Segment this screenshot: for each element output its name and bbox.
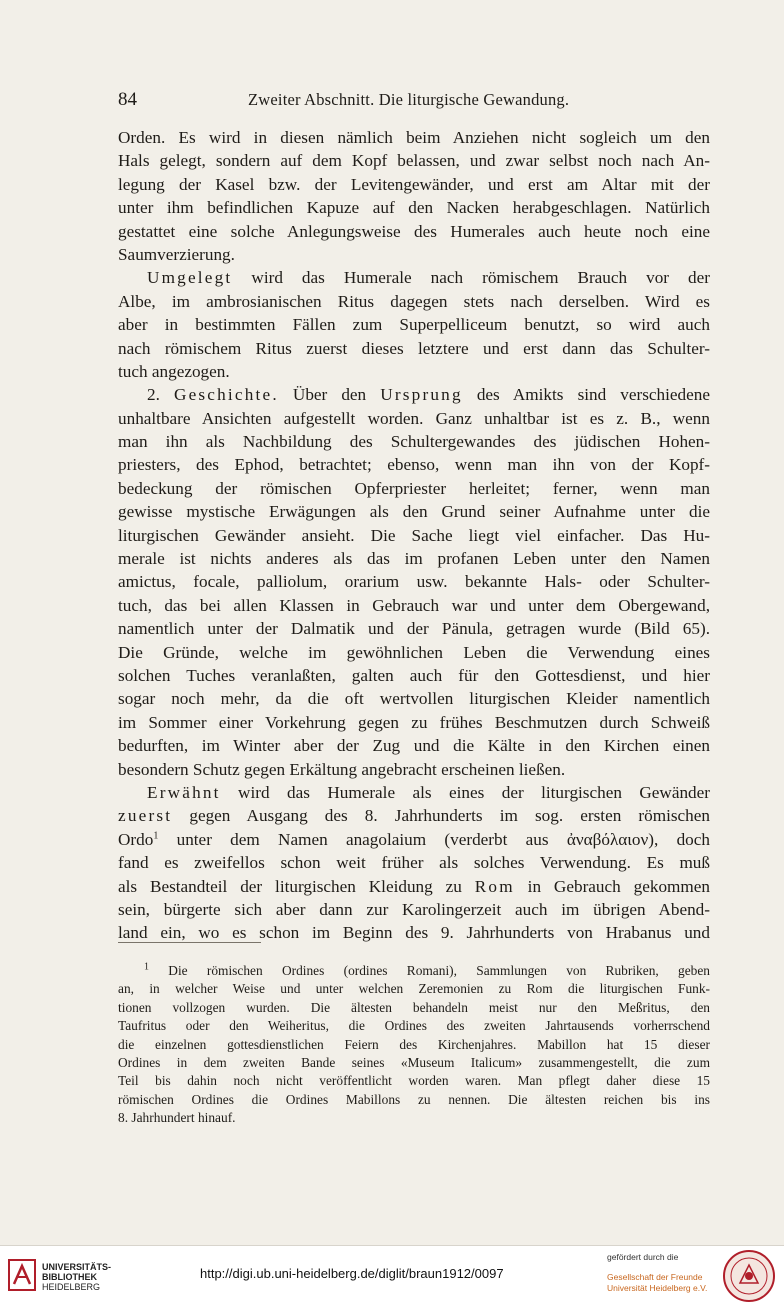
spaced-word: Umgelegt	[147, 268, 233, 288]
text-span: Die römischen Ordines (ordines Romani), Sammlungen von Rubriken, geben	[149, 963, 710, 978]
text-line: tuch, das bei allen Klassen in Gebrauch war und unter dem Obergewand,	[118, 595, 710, 615]
text-line	[118, 875, 710, 898]
footer-bar	[0, 1245, 784, 1304]
spaced-word: Rom	[474, 876, 515, 896]
text-line: bedurften, im Winter aber der Zug und die Kälte in den Kirchen einen	[118, 736, 710, 756]
text-line: liturgischen Gewänder ansieht. Die Sache liegt viel einfacher. Das Hu-	[118, 525, 710, 545]
chapter-title: Zweiter Abschnitt. Die liturgische Gewandung.	[248, 90, 570, 109]
text-line: besondern Schutz gegen Erkältung angebracht erscheinen ließen.	[118, 759, 566, 779]
text-line: sogar noch mehr, da die oft wertvollen liturgischen Kleider namentlich	[118, 689, 710, 709]
spaced-word: Erwähnt	[147, 782, 221, 802]
footnote-line: Taufritus oder den Weiheritus, die Ordines des zweiten Jahrtausends vorherrschend	[118, 1018, 710, 1034]
footnote	[118, 962, 710, 1128]
text-line: Hals gelegt, sondern auf dem Kopf belassen, und zwar selbst noch nach An-	[118, 151, 710, 171]
body-text	[118, 126, 710, 945]
footnote-line: die einzelnen gottesdienstlichen Feiern des Kirchenjahres. Mabillon hat 15 dieser	[118, 1036, 710, 1052]
footnote-line: Teil bis dahin noch nicht veröffentlicht worden waren. Man pflegt daher diese 15	[118, 1073, 710, 1089]
text-line: man ihn als Nachbildung des Schultergewandes des jüdischen Hohen-	[118, 432, 710, 452]
text-line: namentlich unter der Dalmatik und der Pänula, getragen wurde (Bild 65).	[118, 619, 710, 639]
text-span: des Amikts sind verschiedene	[462, 385, 710, 405]
text-line: Die Gründe, welche im gewöhnlichen Leben die Verwendung eines	[118, 642, 710, 662]
text-line	[118, 266, 710, 289]
footnote-line: an, in welcher Weise und unter welchen Zeremonien zu Rom die liturgischen Funk-	[118, 981, 710, 997]
library-name	[42, 1262, 111, 1292]
text-line: aber in bestimmten Fällen zum Superpelliceum benutzt, so wird auch	[118, 315, 710, 335]
footnote-rule	[118, 942, 261, 943]
text-line: gewisse mystische Erwägungen als den Grund seiner Aufnahme unter die	[118, 502, 710, 522]
text-span: wird das Humerale als eines der liturgischen Gewänder	[220, 782, 710, 802]
text-line: amictus, focale, palliolum, orarium usw. bekannte Hals- oder Schulter-	[118, 572, 710, 592]
university-library-logo-icon[interactable]	[8, 1258, 36, 1292]
text-line	[118, 828, 710, 851]
text-line: gestattet eine solche Anlegungsweise des Humerales auch heute noch eine	[118, 221, 710, 241]
text-span: wird das Humerale nach römischem Brauch vor der	[232, 268, 710, 288]
section-number: 2.	[147, 385, 174, 405]
text-line: im Sommer einer Vorkehrung gegen zu frühes Beschmutzen durch Schweiß	[118, 712, 710, 732]
text-line: solchen Tuches veranlaßten, galten auch für den Gottesdienst, und hier	[118, 665, 710, 685]
text-line: priesters, des Ephod, betrachtet; ebenso, wenn man ihn von der Kopf-	[118, 455, 710, 475]
footnote-line: tionen vollzogen wurden. Die ältesten behandeln meist nur den Meßritus, den	[118, 999, 710, 1015]
spaced-word: zuerst	[118, 806, 173, 826]
library-name-line: UNIVERSITÄTS-	[42, 1262, 112, 1272]
footnote-line: Ordines in dem zweiten Bande seines «Museum Italicum» zusammengestellt, die zum	[118, 1054, 710, 1070]
text-span: in Gebrauch gekommen	[514, 876, 710, 896]
text-line	[118, 383, 710, 406]
library-name-line: HEIDELBERG	[42, 1282, 101, 1292]
text-span: Über den	[278, 385, 381, 405]
footnote-line: 8. Jahrhundert hinauf.	[118, 1110, 236, 1126]
text-line: merale ist nichts anderes als das im profanen Leben unter den Namen	[118, 549, 710, 569]
text-line: Saumverzierung.	[118, 244, 235, 264]
permalink-url[interactable]: http://digi.ub.uni-heidelberg.de/diglit/braun1912/0097	[200, 1266, 504, 1281]
sponsor-name-line: Gesellschaft der Freunde	[607, 1272, 703, 1282]
footnote-line: römischen Ordines die Ordines Mabillons zu nennen. Die ältesten reichen bis ins	[118, 1091, 710, 1107]
sponsor-name-line: Universität Heidelberg e.V.	[607, 1283, 708, 1293]
text-line: bedeckung der römischen Opferpriester herleitet; ferner, wenn man	[118, 478, 710, 498]
text-line: sein, bürgerte sich aber dann zur Karolingerzeit auch im übrigen Abend-	[118, 899, 710, 919]
text-line: fand es zweifellos schon weit früher als solches Verwendung. Es muß	[118, 853, 710, 873]
spaced-word: Ursprung	[380, 385, 463, 405]
text-line: Orden. Es wird in diesen nämlich beim Anziehen nicht sogleich um den	[118, 128, 710, 147]
text-line: unter ihm befindlichen Kapuze auf den Nacken herabgeschlagen. Natürlich	[118, 198, 710, 218]
text-span: gegen Ausgang des 8. Jahrhunderts im sog. ersten römischen	[172, 806, 710, 826]
text-span: unter dem Namen anagolaium (verderbt aus ἀναβόλαιον), doch	[158, 829, 710, 849]
text-line: nach römischem Ritus zuerst dieses letztere und erst dann das Schulter-	[118, 338, 710, 358]
footnote-marker[interactable]: 1	[153, 829, 159, 841]
footnote-line	[118, 962, 710, 980]
footnote-number: 1	[144, 962, 149, 973]
university-seal-icon	[722, 1249, 776, 1303]
text-line: tuch angezogen.	[118, 361, 230, 381]
running-head	[118, 89, 710, 113]
text-line	[118, 781, 710, 804]
section-heading: Geschichte.	[173, 385, 279, 405]
text-line: land ein, wo es schon im Beginn des 9. Jahrhunderts von Hrabanus und	[118, 923, 710, 943]
text-line: unhaltbare Ansichten aufgestellt worden. Ganz unhaltbar ist es z. B., wenn	[118, 408, 710, 428]
sponsor-name[interactable]	[607, 1272, 707, 1294]
text-line: legung der Kasel bzw. der Levitengewänder, und erst am Altar mit der	[118, 174, 710, 194]
text-line	[118, 804, 710, 827]
text-span: als Bestandteil der liturgischen Kleidung zu	[118, 876, 475, 896]
library-name-line: BIBLIOTHEK	[42, 1272, 97, 1282]
text-span: Ordo	[118, 829, 154, 849]
sponsor-caption: gefördert durch die	[607, 1252, 679, 1262]
page-number: 84	[118, 89, 137, 110]
text-line: Albe, im ambrosianischen Ritus dagegen stets nach derselben. Wird es	[118, 291, 710, 311]
